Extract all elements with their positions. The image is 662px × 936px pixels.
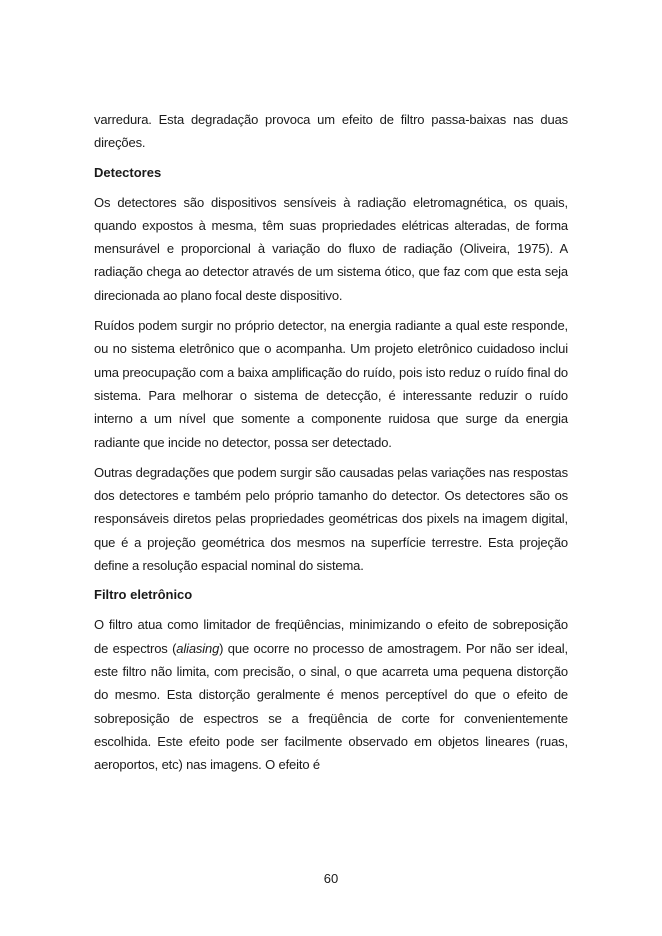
heading-filtro-eletronico: Filtro eletrônico [94,587,193,603]
paragraph-electronic-filter [94,613,568,776]
filter-text-end: ) que ocorre no processo de amostragem. Por não ser ideal, este filtro não limita, com precisão, o sinal, o que acarreta uma pequena distorção do mesmo. Esta distorção geralmente é menos perceptível do que o efeito de sobreposição de espectros se a freqüência de corte for convenientemente escolhida. Este efeito pode ser facilmente observado em objetos lineares (ruas, aeroportos, etc) nas imagens. O efeito é [94,640,569,773]
heading-detectores: Detectores [94,164,162,180]
filter-text-italic-term: aliasing [176,640,220,656]
page-body [94,108,568,776]
paragraph-detectors-definition: Os detectores são dispositivos sensíveis à radiação eletromagnética, os quais, quando expostos à mesma, têm suas propriedades elétricas alteradas, de forma mensurável e proporcional à variação do fluxo de radiação (Oliveira, 1975). A radiação chega ao detector através de um sistema ótico, que faz com que esta seja direcionada ao plano focal deste dispositivo. [94,194,568,303]
paragraph-other-degradations: Outras degradações que podem surgir são causadas pelas variações nas respostas dos detectores e também pelo próprio tamanho do detector. Os detectores são os responsáveis diretos pelas propriedades geométricas dos pixels na imagem digital, que é a projeção geométrica dos mesmos na superfície terrestre. Esta projeção define a resolução espacial nominal do sistema. [94,464,568,574]
filter-text-start: O filtro atua como limitador de freqüências, minimizando o efeito de sobreposição de espectros ( [94,617,568,656]
paragraph-degradation: varredura. Esta degradação provoca um efeito de filtro passa-baixas nas duas direções. [94,112,568,151]
paragraph-noise: Ruídos podem surgir no próprio detector, na energia radiante a qual este responde, ou no sistema eletrônico que o acompanha. Um projeto eletrônico cuidadoso inclui uma preocupação com a baixa amplificação do ruído, pois isto reduz o ruído final do sistema. Para melhorar o sistema de detecção, é interessante reduzir o ruído interno a um nível que somente a componente ruidosa que surge da energia radiante que incide no detector, possa ser detectado. [94,318,568,450]
page-number: 60 [323,871,339,886]
